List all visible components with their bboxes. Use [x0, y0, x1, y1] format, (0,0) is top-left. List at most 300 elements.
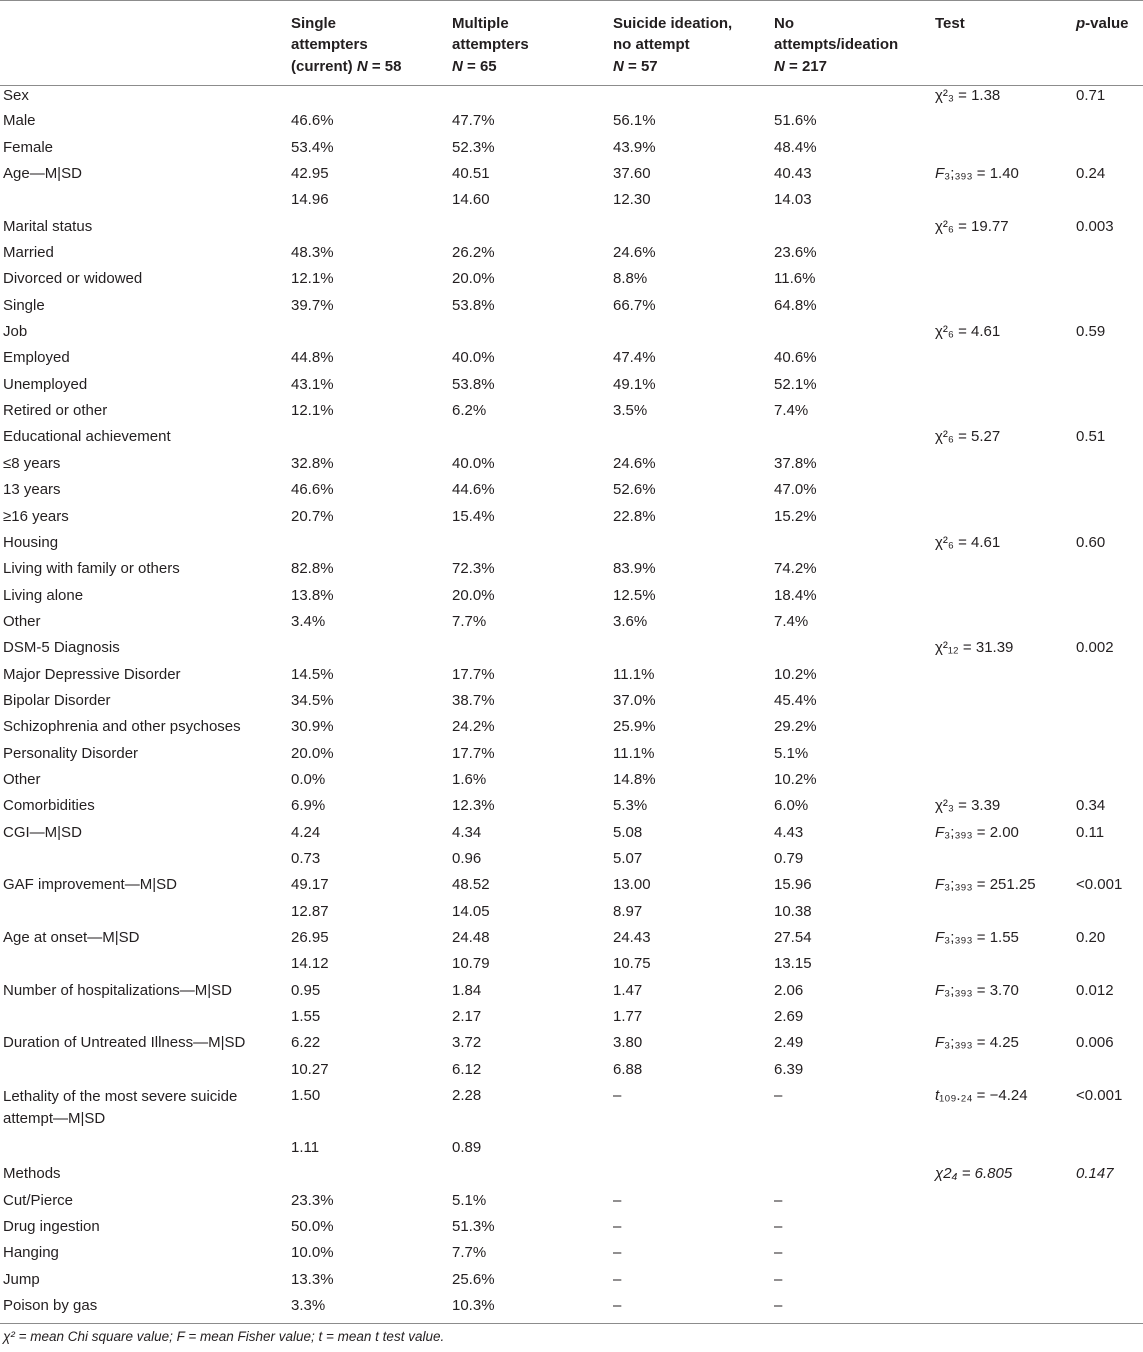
- multiple-attempters-cell: 44.6%: [452, 481, 495, 499]
- no-attempts-cell: 64.8%: [774, 296, 817, 314]
- table-row: [0, 744, 1143, 770]
- row-label: GAF improvement—M|SD: [3, 876, 177, 894]
- ideation-cell: 66.7%: [613, 296, 656, 314]
- ideation-cell: 43.9%: [613, 138, 656, 156]
- ideation-cell: 5.07: [613, 849, 643, 867]
- test-cell: [922, 1191, 1063, 1217]
- ideation-cell: 49.1%: [613, 375, 656, 393]
- test-cell: F₃;₃₉₃ = 1.55: [935, 929, 1019, 946]
- ideation-cell: 47.4%: [613, 349, 656, 367]
- no-attempts-cell: [761, 322, 922, 348]
- multiple-attempters-cell: 7.7%: [452, 612, 487, 630]
- row-label: Lethality of the most severe suicide attempt—M|SD: [3, 1088, 238, 1128]
- single-attempters-cell: 4.24: [291, 823, 321, 841]
- single-attempters-cell: 1.55: [291, 1008, 321, 1026]
- multiple-attempters-cell: 38.7%: [452, 691, 495, 709]
- p-value-cell: [1063, 296, 1143, 322]
- table-row: [0, 612, 1143, 638]
- ideation-cell: 10.75: [613, 955, 651, 973]
- header-none-line1: No: [774, 15, 794, 32]
- single-attempters-cell: [278, 85, 439, 111]
- p-value-cell: [1063, 954, 1143, 980]
- test-cell: [922, 954, 1063, 980]
- row-label: Hanging: [3, 1244, 59, 1262]
- ideation-cell: 24.6%: [613, 454, 656, 472]
- row-label: [0, 190, 278, 216]
- no-attempts-cell: 45.4%: [774, 691, 817, 709]
- ideation-cell: 11.1%: [613, 744, 655, 762]
- row-label: [0, 849, 278, 875]
- multiple-attempters-cell: 53.8%: [452, 296, 495, 314]
- ideation-cell: 56.1%: [613, 112, 656, 130]
- row-label: Drug ingestion: [3, 1218, 100, 1236]
- multiple-attempters-cell: 48.52: [452, 876, 490, 894]
- p-value-cell: [1063, 849, 1143, 875]
- p-value-cell: [1063, 1217, 1143, 1243]
- table-row: [0, 849, 1143, 875]
- table-row: [0, 1164, 1143, 1190]
- row-label: Divorced or widowed: [3, 270, 143, 288]
- row-label: Living with family or others: [3, 560, 180, 578]
- no-attempts-cell: [761, 533, 922, 559]
- test-cell: F₃;₃₉₃ = 2.00: [935, 823, 1019, 841]
- p-value-cell: 0.002: [1076, 639, 1114, 657]
- test-cell: [922, 1243, 1063, 1269]
- test-cell: [922, 586, 1063, 612]
- p-value-cell: [1063, 902, 1143, 928]
- multiple-attempters-cell: 14.05: [452, 902, 490, 920]
- table-row: [0, 770, 1143, 796]
- single-attempters-cell: 34.5%: [291, 691, 334, 709]
- table-row: [0, 1007, 1143, 1033]
- multiple-attempters-cell: 12.3%: [452, 797, 495, 815]
- p-value-cell: 0.24: [1076, 165, 1106, 183]
- table-row: [0, 85, 1143, 111]
- no-attempts-cell: 37.8%: [774, 454, 817, 472]
- no-attempts-cell: –: [774, 1270, 783, 1288]
- row-label: Unemployed: [3, 375, 88, 393]
- table-row: [0, 111, 1143, 137]
- test-cell: [922, 849, 1063, 875]
- table-body: [0, 85, 1143, 1322]
- table-row: [0, 902, 1143, 928]
- no-attempts-cell: 27.54: [774, 929, 812, 946]
- table-row: [0, 401, 1143, 427]
- table-row: [0, 269, 1143, 295]
- test-cell: t₁₀₉.₂₄ = −4.24: [935, 1087, 1028, 1105]
- single-attempters-cell: 50.0%: [291, 1218, 334, 1236]
- test-cell: [922, 243, 1063, 269]
- multiple-attempters-cell: 5.1%: [452, 1191, 487, 1209]
- ideation-cell: 11.1%: [613, 665, 655, 683]
- test-cell: [922, 138, 1063, 164]
- row-label: Comorbidities: [3, 797, 95, 815]
- no-attempts-cell: –: [774, 1218, 783, 1236]
- table-row: [0, 1060, 1143, 1086]
- characteristics-table: [0, 1, 1143, 1322]
- no-attempts-cell: 6.0%: [774, 797, 809, 815]
- p-value-cell: [1063, 717, 1143, 743]
- header-single-line1: Single: [291, 15, 337, 32]
- multiple-attempters-cell: 1.6%: [452, 770, 487, 788]
- p-value-cell: [1063, 586, 1143, 612]
- ideation-cell: 25.9%: [613, 718, 656, 736]
- multiple-attempters-cell: 40.0%: [452, 349, 495, 367]
- p-value-cell: [1063, 480, 1143, 506]
- no-attempts-cell: –: [774, 1244, 783, 1262]
- multiple-attempters-cell: 4.34: [452, 823, 482, 841]
- no-attempts-cell: 29.2%: [774, 718, 817, 736]
- test-cell: χ²₆ = 19.77: [935, 217, 1009, 235]
- multiple-attempters-cell: [439, 427, 600, 453]
- p-value-cell: [1063, 454, 1143, 480]
- no-attempts-cell: 15.2%: [774, 507, 817, 525]
- no-attempts-cell: 52.1%: [774, 375, 817, 393]
- table-row: [0, 533, 1143, 559]
- multiple-attempters-cell: 3.72: [452, 1034, 482, 1052]
- row-label: Age at onset—M|SD: [3, 929, 140, 946]
- row-label: Jump: [3, 1270, 40, 1288]
- row-label: [0, 902, 278, 928]
- test-cell: [922, 1060, 1063, 1086]
- row-label: [0, 1138, 278, 1164]
- table-row: [0, 1296, 1143, 1322]
- table-row: [0, 823, 1143, 849]
- multiple-attempters-cell: 72.3%: [452, 560, 495, 578]
- ideation-cell: 14.8%: [613, 770, 656, 788]
- table-row: [0, 375, 1143, 401]
- ideation-cell: 5.08: [613, 823, 643, 841]
- row-label: Cut/Pierce: [3, 1191, 74, 1209]
- multiple-attempters-cell: 1.84: [452, 981, 482, 999]
- multiple-attempters-cell: 53.8%: [452, 375, 495, 393]
- single-attempters-cell: [278, 322, 439, 348]
- test-cell: [922, 348, 1063, 374]
- header-no-attempts-ideation: [761, 1, 922, 85]
- row-label: Personality Disorder: [3, 744, 139, 762]
- table-row: [0, 954, 1143, 980]
- table-row: [0, 138, 1143, 164]
- row-label: Married: [3, 244, 54, 262]
- test-cell: [922, 1007, 1063, 1033]
- bottom-rule: [0, 1323, 1143, 1324]
- row-label: CGI—M|SD: [3, 823, 82, 841]
- row-label: Educational achievement: [3, 428, 171, 446]
- header-multiple-line2: attempters: [452, 36, 529, 54]
- row-label: Male: [3, 112, 36, 130]
- table-row: [0, 322, 1143, 348]
- single-attempters-cell: 13.8%: [291, 586, 334, 604]
- row-label: Employed: [3, 349, 70, 367]
- test-cell: [922, 401, 1063, 427]
- ideation-cell: –: [613, 1297, 622, 1315]
- test-cell: χ²₃ = 3.39: [935, 797, 1001, 815]
- row-label: Major Depressive Disorder: [3, 665, 181, 683]
- p-value-cell: [1063, 1296, 1143, 1322]
- multiple-attempters-cell: 24.2%: [452, 718, 495, 736]
- multiple-attempters-cell: 0.89: [452, 1139, 482, 1157]
- no-attempts-cell: 7.4%: [774, 402, 809, 420]
- row-label: Marital status: [3, 217, 93, 235]
- multiple-attempters-cell: 52.3%: [452, 138, 495, 156]
- no-attempts-cell: [761, 217, 922, 243]
- multiple-attempters-cell: 17.7%: [452, 665, 495, 683]
- single-attempters-cell: 1.11: [291, 1139, 320, 1157]
- single-attempters-cell: 43.1%: [291, 375, 334, 393]
- p-value-cell: [1063, 138, 1143, 164]
- row-label: Job: [3, 323, 28, 341]
- single-attempters-cell: 6.22: [291, 1034, 321, 1052]
- multiple-attempters-cell: 20.0%: [452, 270, 495, 288]
- single-attempters-cell: 44.8%: [291, 349, 334, 367]
- single-attempters-cell: 20.0%: [291, 744, 334, 762]
- p-value-cell: 0.59: [1076, 323, 1106, 341]
- test-cell: [922, 507, 1063, 533]
- table-row: [0, 1191, 1143, 1217]
- no-attempts-cell: 6.39: [774, 1060, 804, 1078]
- row-label: Retired or other: [3, 402, 108, 420]
- multiple-attempters-cell: 6.12: [452, 1060, 482, 1078]
- test-cell: F₃;₃₉₃ = 4.25: [935, 1034, 1019, 1052]
- p-value-cell: [1063, 375, 1143, 401]
- p-value-cell: 0.11: [1076, 823, 1105, 841]
- row-label: [0, 954, 278, 980]
- test-cell: χ2₄ = 6.805: [935, 1165, 1013, 1183]
- ideation-cell: 3.80: [613, 1034, 643, 1052]
- table-row: [0, 190, 1143, 216]
- p-value-cell: 0.20: [1076, 929, 1106, 946]
- test-cell: [922, 770, 1063, 796]
- single-attempters-cell: 26.95: [291, 929, 329, 946]
- multiple-attempters-cell: 40.0%: [452, 454, 495, 472]
- no-attempts-cell: 10.38: [774, 902, 812, 920]
- multiple-attempters-cell: 2.17: [452, 1008, 482, 1026]
- header-none-line2: attempts/ideation: [774, 36, 899, 54]
- single-attempters-cell: 48.3%: [291, 244, 334, 262]
- table-row: [0, 981, 1143, 1007]
- row-label: Bipolar Disorder: [3, 691, 111, 709]
- test-cell: [922, 559, 1063, 585]
- no-attempts-cell: 11.6%: [774, 270, 816, 288]
- test-cell: [922, 111, 1063, 137]
- header-ideation-line2: no attempt: [613, 36, 690, 54]
- test-cell: [922, 480, 1063, 506]
- single-attempters-cell: 0.95: [291, 981, 321, 999]
- p-value-cell: [1063, 559, 1143, 585]
- ideation-cell: [600, 638, 761, 664]
- ideation-cell: 1.47: [613, 981, 643, 999]
- table-row: [0, 243, 1143, 269]
- p-value-cell: [1063, 507, 1143, 533]
- no-attempts-cell: 40.43: [774, 165, 812, 183]
- single-attempters-cell: 3.3%: [291, 1297, 326, 1315]
- single-attempters-cell: 3.4%: [291, 612, 326, 630]
- no-attempts-cell: 7.4%: [774, 612, 809, 630]
- single-attempters-cell: 42.95: [291, 165, 329, 183]
- ideation-cell: [600, 322, 761, 348]
- header-p-value: p-value: [1076, 15, 1129, 32]
- p-value-cell: [1063, 612, 1143, 638]
- p-value-cell: [1063, 269, 1143, 295]
- table-row: [0, 348, 1143, 374]
- p-value-cell: [1063, 190, 1143, 216]
- test-cell: [922, 190, 1063, 216]
- single-attempters-cell: 53.4%: [291, 138, 334, 156]
- test-cell: [922, 1138, 1063, 1164]
- ideation-cell: 52.6%: [613, 481, 656, 499]
- no-attempts-cell: 14.03: [774, 191, 812, 209]
- ideation-cell: [600, 217, 761, 243]
- no-attempts-cell: –: [774, 1297, 783, 1315]
- table-footnote: χ² = mean Chi square value; F = mean Fisher value; t = mean t test value.: [3, 1329, 445, 1344]
- ideation-cell: 37.0%: [613, 691, 656, 709]
- row-label: Sex: [3, 86, 29, 104]
- p-value-cell: 0.012: [1076, 981, 1114, 999]
- table-row: [0, 507, 1143, 533]
- table-row: [0, 1086, 1143, 1138]
- row-label: Housing: [3, 533, 59, 551]
- table-row: [0, 796, 1143, 822]
- row-label: Poison by gas: [3, 1297, 98, 1315]
- header-characteristic: [0, 1, 278, 85]
- test-cell: [922, 665, 1063, 691]
- ideation-cell: –: [613, 1191, 622, 1209]
- test-cell: χ²₆ = 5.27: [935, 428, 1001, 446]
- table-row: [0, 691, 1143, 717]
- multiple-attempters-cell: 6.2%: [452, 402, 487, 420]
- test-cell: [922, 454, 1063, 480]
- row-label: Female: [3, 138, 54, 156]
- no-attempts-cell: [761, 1138, 922, 1164]
- single-attempters-cell: 12.87: [291, 902, 329, 920]
- table-row: [0, 427, 1143, 453]
- p-value-cell: [1063, 1138, 1143, 1164]
- header-single-line2: attempters: [291, 36, 368, 54]
- multiple-attempters-cell: 51.3%: [452, 1218, 495, 1236]
- ideation-cell: 6.88: [613, 1060, 643, 1078]
- p-value-cell: [1063, 665, 1143, 691]
- p-value-cell: [1063, 1007, 1143, 1033]
- ideation-cell: 37.60: [613, 165, 651, 183]
- p-value-cell: 0.60: [1076, 533, 1106, 551]
- test-cell: [922, 1270, 1063, 1296]
- p-value-cell: 0.006: [1076, 1034, 1114, 1052]
- single-attempters-cell: [278, 427, 439, 453]
- ideation-cell: 12.30: [613, 191, 651, 209]
- multiple-attempters-cell: 0.96: [452, 849, 482, 867]
- ideation-cell: 8.8%: [613, 270, 648, 288]
- ideation-cell: –: [613, 1218, 622, 1236]
- row-label: Methods: [3, 1165, 61, 1183]
- single-attempters-cell: 49.17: [291, 876, 329, 894]
- single-attempters-cell: 0.0%: [291, 770, 326, 788]
- test-cell: [922, 1296, 1063, 1322]
- p-value-cell: <0.001: [1076, 1087, 1123, 1105]
- test-cell: χ²₆ = 4.61: [935, 323, 1001, 341]
- no-attempts-cell: 2.49: [774, 1034, 804, 1052]
- no-attempts-cell: –: [774, 1191, 783, 1209]
- header-ideation-line1: Suicide ideation,: [613, 15, 733, 32]
- single-attempters-cell: 23.3%: [291, 1191, 334, 1209]
- multiple-attempters-cell: 40.51: [452, 165, 490, 183]
- header-ideation-no-attempt: [600, 1, 761, 85]
- test-cell: [922, 1217, 1063, 1243]
- no-attempts-cell: 18.4%: [774, 586, 817, 604]
- table-row: [0, 928, 1143, 954]
- multiple-attempters-cell: [439, 85, 600, 111]
- test-cell: F₃;₃₉₃ = 251.25: [935, 876, 1036, 894]
- ideation-cell: 83.9%: [613, 560, 656, 578]
- no-attempts-cell: 10.2%: [774, 770, 817, 788]
- multiple-attempters-cell: 24.48: [452, 929, 490, 946]
- row-label: Number of hospitalizations—M|SD: [3, 981, 232, 999]
- single-attempters-cell: 10.0%: [291, 1244, 334, 1262]
- no-attempts-cell: 74.2%: [774, 560, 817, 578]
- single-attempters-cell: 82.8%: [291, 560, 334, 578]
- row-label: Duration of Untreated Illness—M|SD: [3, 1034, 246, 1052]
- ideation-cell: –: [613, 1270, 622, 1288]
- header-single-attempters: [278, 1, 439, 85]
- multiple-attempters-cell: [439, 533, 600, 559]
- ideation-cell: 3.6%: [613, 612, 648, 630]
- single-attempters-cell: 1.50: [291, 1087, 321, 1105]
- p-value-cell: <0.001: [1076, 876, 1123, 894]
- p-value-cell: [1063, 1270, 1143, 1296]
- ideation-cell: –: [613, 1087, 622, 1105]
- single-attempters-cell: 12.1%: [291, 402, 334, 420]
- multiple-attempters-cell: [439, 217, 600, 243]
- no-attempts-cell: 10.2%: [774, 665, 817, 683]
- ideation-cell: 22.8%: [613, 507, 656, 525]
- test-cell: [922, 717, 1063, 743]
- single-attempters-cell: 30.9%: [291, 718, 334, 736]
- p-value-cell: 0.71: [1076, 86, 1106, 104]
- p-value-cell: 0.34: [1076, 797, 1106, 815]
- table-row: [0, 638, 1143, 664]
- row-label: Schizophrenia and other psychoses: [3, 718, 241, 736]
- p-value-cell: 0.51: [1076, 428, 1106, 446]
- single-attempters-cell: 46.6%: [291, 481, 334, 499]
- test-cell: χ²₁₂ = 31.39: [935, 639, 1014, 657]
- test-cell: [922, 902, 1063, 928]
- single-attempters-cell: 32.8%: [291, 454, 334, 472]
- single-attempters-cell: [278, 217, 439, 243]
- no-attempts-cell: [761, 638, 922, 664]
- no-attempts-cell: 5.1%: [774, 744, 809, 762]
- p-value-cell: [1063, 691, 1143, 717]
- table-row: [0, 717, 1143, 743]
- test-cell: [922, 612, 1063, 638]
- table-row: [0, 480, 1143, 506]
- ideation-cell: [600, 427, 761, 453]
- test-cell: χ²₃ = 1.38: [935, 86, 1001, 104]
- single-attempters-cell: 14.12: [291, 955, 329, 973]
- row-label: DSM-5 Diagnosis: [3, 639, 120, 657]
- row-label: ≥16 years: [3, 507, 69, 525]
- test-cell: [922, 744, 1063, 770]
- single-attempters-cell: 6.9%: [291, 797, 326, 815]
- p-value-cell: 0.147: [1076, 1165, 1114, 1183]
- no-attempts-cell: 48.4%: [774, 138, 817, 156]
- no-attempts-cell: 2.06: [774, 981, 804, 999]
- row-label: Age—M|SD: [3, 165, 82, 183]
- ideation-cell: 3.5%: [613, 402, 648, 420]
- row-label: Single: [3, 296, 45, 314]
- no-attempts-cell: 15.96: [774, 876, 812, 894]
- ideation-cell: 12.5%: [613, 586, 656, 604]
- p-value-cell: [1063, 1191, 1143, 1217]
- header-none-line3: N = 217: [774, 57, 827, 75]
